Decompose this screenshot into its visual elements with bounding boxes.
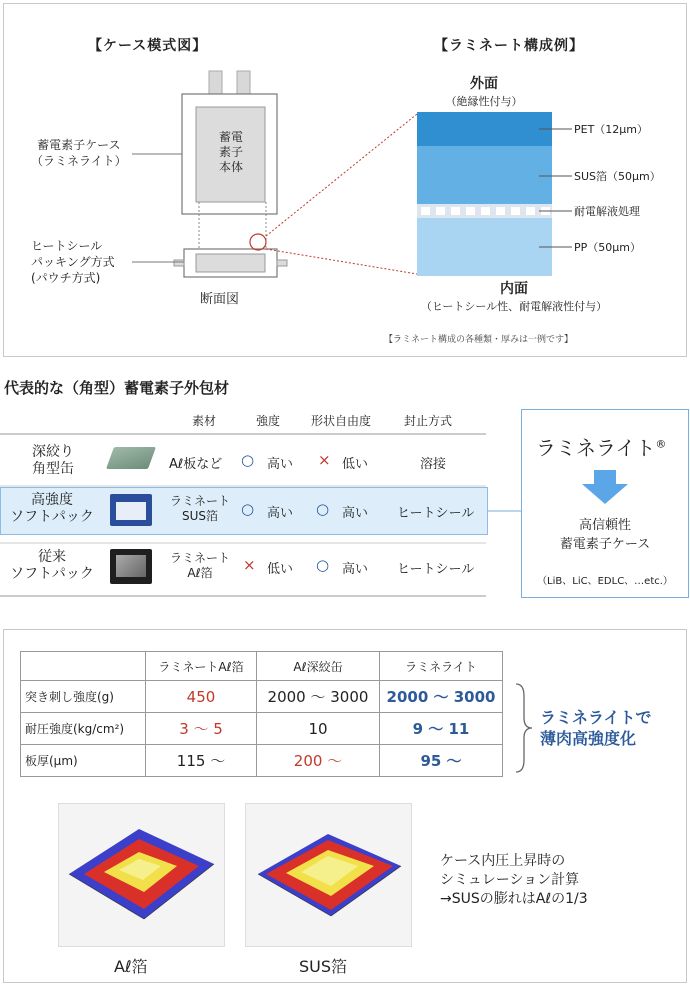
- table-row: [21, 745, 503, 777]
- simulation-sus-image: [245, 803, 412, 947]
- sim-label-al: Aℓ箔: [114, 957, 148, 976]
- row-deepdraw-strength: 高い: [267, 457, 294, 472]
- row-label: 突き刺し強度(g): [21, 681, 146, 713]
- cell-laminelite: 2000 ～ 3000: [380, 681, 503, 713]
- header-material: 素材: [192, 414, 217, 428]
- cell-al-can: 10: [257, 713, 380, 745]
- outer-face-label: 外面 （絶縁性付与）: [445, 76, 523, 108]
- cell-laminelite: 95 ～: [380, 745, 503, 777]
- cell-al-laminate: 3 ～ 5: [146, 713, 257, 745]
- packaging-title: 代表的な（角型）蓄電素子外包材: [4, 379, 230, 397]
- laminate-note: 【ラミネート構成の各種類・厚みは一例です】: [384, 335, 574, 345]
- callout-title: ラミネライト®: [536, 436, 667, 460]
- cell-body-label: 蓄電 素子 本体: [218, 130, 243, 174]
- header-cell: [21, 652, 146, 681]
- softpack-al-image: [110, 549, 152, 584]
- header-cell: ラミネートAℓ箔: [146, 652, 257, 681]
- row-conventional-name: 従来 ソフトパック: [10, 549, 94, 582]
- simulation-note: ケース内圧上昇時の シミュレーション計算 →SUSの膨れはAℓの1/3: [440, 853, 588, 907]
- laminate-title: 【ラミネート構成例】: [434, 38, 584, 54]
- layer-treatment-label: 耐電解液処理: [574, 205, 640, 218]
- brace-text: ラミネライトで 薄肉高強度化: [540, 708, 652, 748]
- callout-desc: 高信頼性 蓄電素子ケース: [559, 518, 651, 552]
- freedom-cross-icon: ×: [318, 451, 331, 469]
- freedom-circle-icon: ○: [316, 500, 330, 518]
- comparison-table: [20, 651, 503, 777]
- table-row: [21, 681, 503, 713]
- table-row: [21, 713, 503, 745]
- row-conventional-seal: ヒートシール: [397, 562, 475, 577]
- row-conventional-strength: 低い: [267, 562, 294, 577]
- row-highstrength-strength: 高い: [267, 506, 294, 521]
- inner-face-label: 内面 （ヒートシール性、耐電解液性付与）: [420, 281, 608, 313]
- row-label: 板厚(μm): [21, 745, 146, 777]
- case-label: 蓄電素子ケース （ラミネライト）: [31, 138, 127, 168]
- cell-al-can: 200 ～: [257, 745, 380, 777]
- header-strength: 強度: [256, 414, 281, 428]
- softpack-sus-image: [110, 494, 152, 526]
- header-sealing: 封止方式: [404, 414, 453, 428]
- laminelite-callout: [521, 409, 689, 598]
- header-cell: Aℓ深絞缶: [257, 652, 380, 681]
- layer-pet-label: PET（12μm）: [574, 123, 649, 136]
- down-arrow-icon: [582, 470, 628, 504]
- layer-pp-label: PP（50μm）: [574, 241, 641, 254]
- strength-cross-icon: ×: [243, 556, 256, 574]
- section-view-label: 断面図: [200, 292, 240, 307]
- row-deepdraw-freedom: 低い: [342, 457, 369, 472]
- strength-circle-icon: ○: [241, 451, 255, 469]
- row-label: 耐圧強度(kg/cm²): [21, 713, 146, 745]
- row-conventional-material: ラミネート Aℓ箔: [169, 551, 230, 580]
- sim-label-sus: SUS箔: [299, 957, 348, 976]
- row-highstrength-freedom: 高い: [342, 506, 369, 521]
- header-freedom: 形状自由度: [311, 414, 372, 428]
- row-deepdraw-seal: 溶接: [420, 457, 447, 472]
- row-highstrength-material: ラミネート SUS箔: [169, 494, 230, 523]
- heat-seal-label: ヒートシール パッキング方式 (パウチ方式): [31, 239, 115, 285]
- layer-sus-label: SUS箔（50μm）: [574, 170, 661, 183]
- row-deepdraw-name: 深絞り 角型缶: [32, 444, 74, 477]
- case-diagram-title: 【ケース模式図】: [88, 38, 208, 54]
- row-conventional-freedom: 高い: [342, 562, 369, 577]
- can-image: [106, 447, 156, 469]
- row-deepdraw-material: Aℓ板など: [169, 457, 223, 472]
- cell-al-laminate: 115 ～: [146, 745, 257, 777]
- strength-circle-icon: ○: [241, 500, 255, 518]
- row-highstrength-name: 高強度 ソフトパック: [10, 492, 94, 525]
- simulation-al-image: [58, 803, 225, 947]
- table-header-row: [21, 652, 503, 681]
- cell-al-can: 2000 ～ 3000: [257, 681, 380, 713]
- row-highstrength-seal: ヒートシール: [397, 506, 475, 521]
- freedom-circle-icon: ○: [316, 556, 330, 574]
- cell-al-laminate: 450: [146, 681, 257, 713]
- header-cell: ラミネライト: [380, 652, 503, 681]
- brace-icon: [512, 682, 534, 774]
- callout-applications: （LiB、LiC、EDLC、…etc.）: [537, 576, 673, 587]
- cell-laminelite: 9 ～ 11: [380, 713, 503, 745]
